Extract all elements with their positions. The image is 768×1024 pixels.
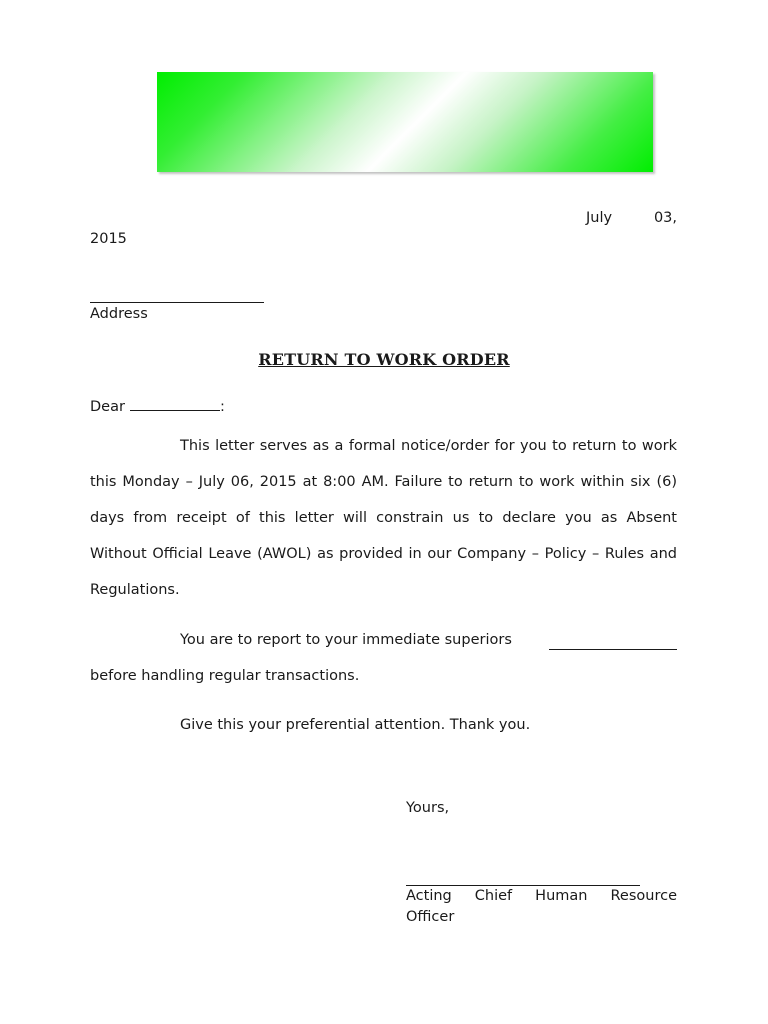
recipient-name-blank [130,396,220,411]
signature-line [406,885,640,886]
salutation [90,396,225,415]
date-year: 2015 [90,231,127,247]
paragraph-notice [90,428,677,608]
superior-name-blank [549,649,677,650]
salutation-colon: : [219,399,225,415]
header-banner [157,72,653,172]
signatory-title-line1: Acting Chief Human Resource [406,888,677,904]
paragraph-report-text: You are to report to your immediate superiors [180,632,512,648]
closing: Yours, [406,800,450,816]
salutation-text: Dear [90,399,125,415]
letter-date [90,210,677,247]
address-blank-line [90,302,264,303]
date-day: 03, [653,210,677,226]
address-label: Address [90,306,148,322]
document-title: RETURN TO WORK ORDER [258,350,510,369]
paragraph-attention: Give this your preferential attention. Thank you. [180,717,531,733]
signatory-title-line2: Officer [406,909,455,925]
paragraph-report-line2: before handling regular transactions. [90,668,360,684]
paragraph-notice-text: This letter serves as a formal notice/order for you to return to work this Monday – July 06, 2015 at 8:00 AM. Failure to return to work within six (6) days from receipt of this letter will constrain us to declare you as Absent Without Official Leave (AWOL) as provided in our Company – Policy – Rules and Regulations. [90,438,677,598]
date-month: July [586,210,613,226]
